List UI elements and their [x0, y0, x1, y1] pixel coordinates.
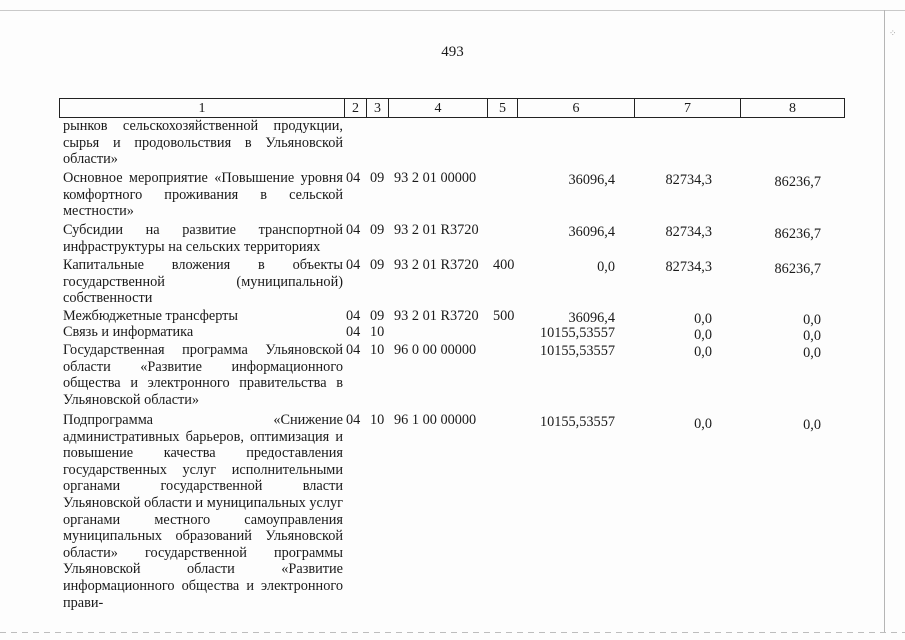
cell-amount-col7: 0,0 — [694, 327, 712, 343]
row-description: Субсидии на развитие транспортной инфраструктуры на сельских территориях — [63, 222, 343, 255]
cell-amount-col7: 82734,3 — [665, 259, 712, 275]
cell-section: 04 — [346, 222, 361, 238]
cell-amount-col7: 82734,3 — [665, 172, 712, 188]
cell-subsection: 09 — [370, 257, 385, 273]
row-description: Подпрограмма «Снижение административных барьеров, оптимизация и повышение качества предоставления государственных услуг исполнительными органами государственной власти Ульяновской области и муниципальных услуг органами местного самоуправления муниципальных образований Ульяновской области» государственной программы Ульяновской области «Развитие информационного общества и электронного прави- — [63, 412, 343, 611]
cell-target-article: 96 0 00 00000 — [394, 342, 477, 358]
cell-amount-col6: 10155,53557 — [539, 343, 615, 359]
cell-amount-col6: 0,0 — [597, 259, 615, 275]
cell-section: 04 — [346, 308, 361, 324]
row-description: Капитальные вложения в объекты государственной (муниципальной) собственности — [63, 257, 343, 307]
cell-target-article: 93 2 01 R3720 — [394, 257, 479, 273]
header-col-7: 7 — [635, 98, 741, 118]
cell-amount-col6: 36096,4 — [568, 172, 615, 188]
page-edge-bottom — [0, 632, 905, 633]
cell-amount-col7: 0,0 — [694, 344, 712, 360]
cell-subsection: 09 — [370, 222, 385, 238]
cell-expense-type: 500 — [493, 308, 515, 324]
cell-section: 04 — [346, 342, 361, 358]
page-number: 493 — [441, 44, 464, 60]
cell-target-article: 93 2 01 R3720 — [394, 222, 479, 238]
cell-subsection: 09 — [370, 308, 385, 324]
cell-amount-col8: 86236,7 — [774, 174, 821, 190]
cell-subsection: 09 — [370, 170, 385, 186]
cell-amount-col6: 10155,53557 — [539, 325, 615, 341]
cell-amount-col8: 0,0 — [803, 312, 821, 328]
cell-amount-col7: 82734,3 — [665, 224, 712, 240]
cell-amount-col8: 86236,7 — [774, 226, 821, 242]
header-col-3: 3 — [367, 98, 389, 118]
cell-amount-col6: 36096,4 — [568, 224, 615, 240]
row-description: рынков сельскохозяйственной продукции, сырья и продовольствия в Ульяновской области» — [63, 118, 343, 168]
header-col-4: 4 — [389, 98, 488, 118]
cell-section: 04 — [346, 324, 361, 340]
cell-amount-col6: 10155,53557 — [539, 414, 615, 430]
cell-amount-col7: 0,0 — [694, 311, 712, 327]
header-col-6: 6 — [518, 98, 635, 118]
cell-section: 04 — [346, 412, 361, 428]
cell-section: 04 — [346, 257, 361, 273]
cell-target-article: 93 2 01 00000 — [394, 170, 477, 186]
page-edge-top — [0, 10, 905, 11]
cell-amount-col8: 0,0 — [803, 417, 821, 433]
cell-target-article: 96 1 00 00000 — [394, 412, 477, 428]
row-description: Межбюджетные трансферты — [63, 308, 239, 324]
cell-amount-col8: 86236,7 — [774, 261, 821, 277]
cell-subsection: 10 — [370, 324, 385, 340]
cell-subsection: 10 — [370, 412, 385, 428]
row-description: Основное мероприятие «Повышение уровня комфортного проживания в сельской местности» — [63, 170, 343, 220]
cell-subsection: 10 — [370, 342, 385, 358]
cell-amount-col7: 0,0 — [694, 416, 712, 432]
row-description: Связь и информатика — [63, 324, 194, 340]
cell-target-article: 93 2 01 R3720 — [394, 308, 479, 324]
cell-amount-col8: 0,0 — [803, 328, 821, 344]
row-description: Государственная программа Ульяновской области «Развитие информационного общества и электронного правительства в Ульяновской области» — [63, 342, 343, 408]
page-edge-right — [884, 10, 885, 632]
cell-amount-col6: 36096,4 — [568, 310, 615, 326]
header-col-2: 2 — [345, 98, 367, 118]
scan-artifact: ⁘ — [889, 28, 897, 38]
header-col-1: 1 — [59, 98, 345, 118]
cell-expense-type: 400 — [493, 257, 515, 273]
header-col-5: 5 — [488, 98, 518, 118]
header-col-8: 8 — [741, 98, 845, 118]
cell-amount-col8: 0,0 — [803, 345, 821, 361]
cell-section: 04 — [346, 170, 361, 186]
